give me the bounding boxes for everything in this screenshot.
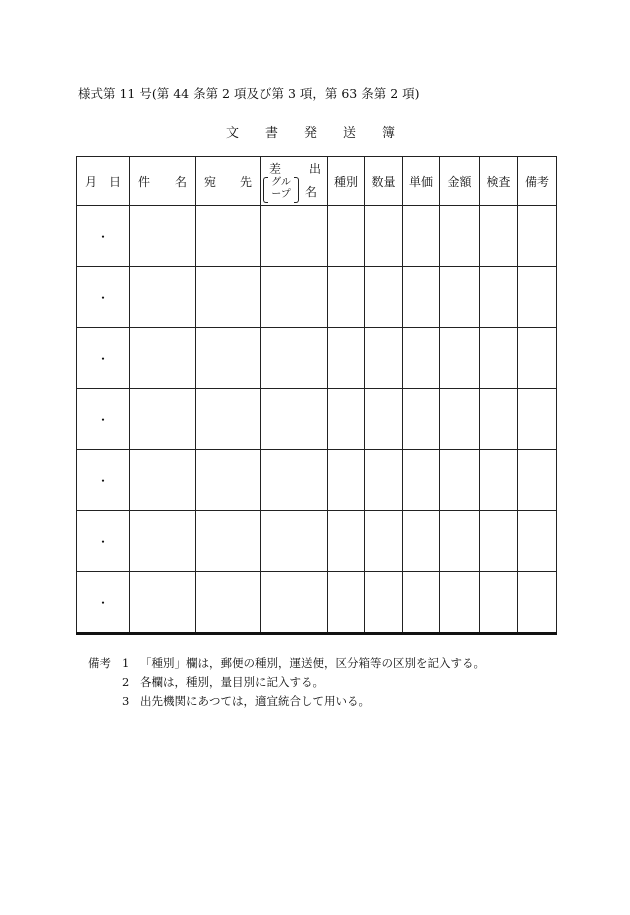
title-char: 文	[226, 126, 240, 141]
header-date	[77, 157, 130, 206]
entry-cell[interactable]	[196, 389, 261, 450]
note-text: 各欄は，種別，量目別に記入する。	[140, 675, 324, 689]
entry-cell[interactable]	[328, 450, 365, 511]
entry-cell[interactable]	[518, 450, 557, 511]
header-date-month: 月	[85, 174, 98, 189]
header-sender-char: 差	[269, 162, 282, 176]
sender-group-label	[265, 177, 297, 201]
header-amount: 金額	[440, 157, 480, 206]
header-sender-char: 出	[308, 162, 321, 176]
register-row	[77, 267, 557, 328]
note-item	[88, 673, 485, 692]
header-type: 種別	[328, 157, 365, 206]
entry-cell[interactable]	[403, 450, 440, 511]
entry-cell[interactable]	[130, 206, 196, 267]
register-row	[77, 328, 557, 389]
entry-cell[interactable]	[403, 206, 440, 267]
entry-cell[interactable]	[365, 267, 403, 328]
entry-cell[interactable]	[518, 267, 557, 328]
header-inspection: 検査	[480, 157, 518, 206]
sender-group-line: ープ	[271, 189, 291, 200]
register-row	[77, 511, 557, 572]
entry-cell[interactable]	[480, 389, 518, 450]
entry-cell[interactable]	[440, 511, 480, 572]
entry-cell[interactable]	[365, 328, 403, 389]
register-row	[77, 450, 557, 511]
dispatch-register-table	[76, 156, 557, 635]
date-cell[interactable]: ・	[77, 328, 130, 389]
header-recipient	[196, 157, 261, 206]
entry-cell[interactable]	[130, 389, 196, 450]
entry-cell[interactable]	[261, 328, 328, 389]
entry-cell[interactable]	[328, 206, 365, 267]
entry-cell[interactable]	[196, 328, 261, 389]
note-number: 3	[122, 694, 130, 708]
entry-cell[interactable]	[440, 328, 480, 389]
entry-cell[interactable]	[403, 572, 440, 634]
note-text: 出先機関にあつては，適宜統合して用いる。	[140, 694, 370, 708]
header-subject	[130, 157, 196, 206]
entry-cell[interactable]	[403, 511, 440, 572]
entry-cell[interactable]	[328, 389, 365, 450]
entry-cell[interactable]	[480, 206, 518, 267]
entry-cell[interactable]	[518, 511, 557, 572]
date-cell[interactable]: ・	[77, 572, 130, 634]
entry-cell[interactable]	[196, 267, 261, 328]
entry-cell[interactable]	[196, 572, 261, 634]
entry-cell[interactable]	[480, 450, 518, 511]
entry-cell[interactable]	[365, 511, 403, 572]
sender-group-line: グル	[271, 177, 291, 188]
title-char: 発	[304, 126, 318, 141]
header-row	[77, 157, 557, 206]
header-sender	[261, 157, 328, 206]
title-char: 簿	[382, 126, 396, 141]
document-title	[226, 122, 421, 141]
entry-cell[interactable]	[130, 267, 196, 328]
header-unit-price: 単価	[403, 157, 440, 206]
form-reference: 様式第 11 号(第 44 条第 2 項及び第 3 項，第 63 条第 2 項)	[78, 86, 420, 101]
entry-cell[interactable]	[328, 267, 365, 328]
remarks-notes	[88, 654, 485, 711]
entry-cell[interactable]	[196, 450, 261, 511]
title-char: 書	[265, 126, 279, 141]
register-row	[77, 572, 557, 634]
date-cell[interactable]: ・	[77, 206, 130, 267]
entry-cell[interactable]	[518, 572, 557, 634]
entry-cell[interactable]	[440, 206, 480, 267]
entry-cell[interactable]	[518, 206, 557, 267]
header-recipient-char: 宛	[204, 174, 217, 189]
note-number: 1	[122, 656, 130, 670]
register-row	[77, 206, 557, 267]
entry-cell[interactable]	[403, 389, 440, 450]
entry-cell[interactable]	[328, 511, 365, 572]
entry-cell[interactable]	[518, 389, 557, 450]
entry-cell[interactable]	[365, 389, 403, 450]
entry-cell[interactable]	[440, 267, 480, 328]
note-text: 「種別」欄は，郵便の種別，運送便，区分箱等の区別を記入する。	[140, 656, 485, 670]
entry-cell[interactable]	[261, 267, 328, 328]
header-recipient-char: 先	[239, 174, 252, 189]
date-cell[interactable]: ・	[77, 450, 130, 511]
entry-cell[interactable]	[403, 267, 440, 328]
note-item	[88, 692, 485, 711]
entry-cell[interactable]	[328, 572, 365, 634]
header-subject-char: 名	[174, 174, 187, 189]
header-quantity: 数量	[365, 157, 403, 206]
entry-cell[interactable]	[196, 206, 261, 267]
date-cell[interactable]: ・	[77, 267, 130, 328]
entry-cell[interactable]	[480, 511, 518, 572]
header-date-day: 日	[108, 174, 121, 189]
header-remarks: 備考	[518, 157, 557, 206]
header-sender-name: 名	[305, 185, 318, 199]
entry-cell[interactable]	[130, 572, 196, 634]
entry-cell[interactable]	[130, 511, 196, 572]
entry-cell[interactable]	[261, 511, 328, 572]
entry-cell[interactable]	[261, 572, 328, 634]
entry-cell[interactable]	[403, 328, 440, 389]
title-char: 送	[343, 126, 357, 141]
entry-cell[interactable]	[365, 572, 403, 634]
entry-cell[interactable]	[130, 328, 196, 389]
header-subject-char: 件	[138, 174, 151, 189]
entry-cell[interactable]	[440, 389, 480, 450]
date-cell[interactable]: ・	[77, 511, 130, 572]
entry-cell[interactable]	[480, 267, 518, 328]
entry-cell[interactable]	[261, 450, 328, 511]
note-number: 2	[122, 675, 130, 689]
entry-cell[interactable]	[480, 328, 518, 389]
entry-cell[interactable]	[261, 206, 328, 267]
register-row	[77, 389, 557, 450]
entry-cell[interactable]	[196, 511, 261, 572]
entry-cell[interactable]	[365, 206, 403, 267]
entry-cell[interactable]	[518, 328, 557, 389]
notes-label: 備考	[88, 656, 111, 670]
entry-cell[interactable]	[261, 389, 328, 450]
entry-cell[interactable]	[480, 572, 518, 634]
note-item	[88, 654, 485, 673]
entry-cell[interactable]	[328, 328, 365, 389]
entry-cell[interactable]	[440, 450, 480, 511]
entry-cell[interactable]	[130, 450, 196, 511]
entry-cell[interactable]	[440, 572, 480, 634]
date-cell[interactable]: ・	[77, 389, 130, 450]
entry-cell[interactable]	[365, 450, 403, 511]
